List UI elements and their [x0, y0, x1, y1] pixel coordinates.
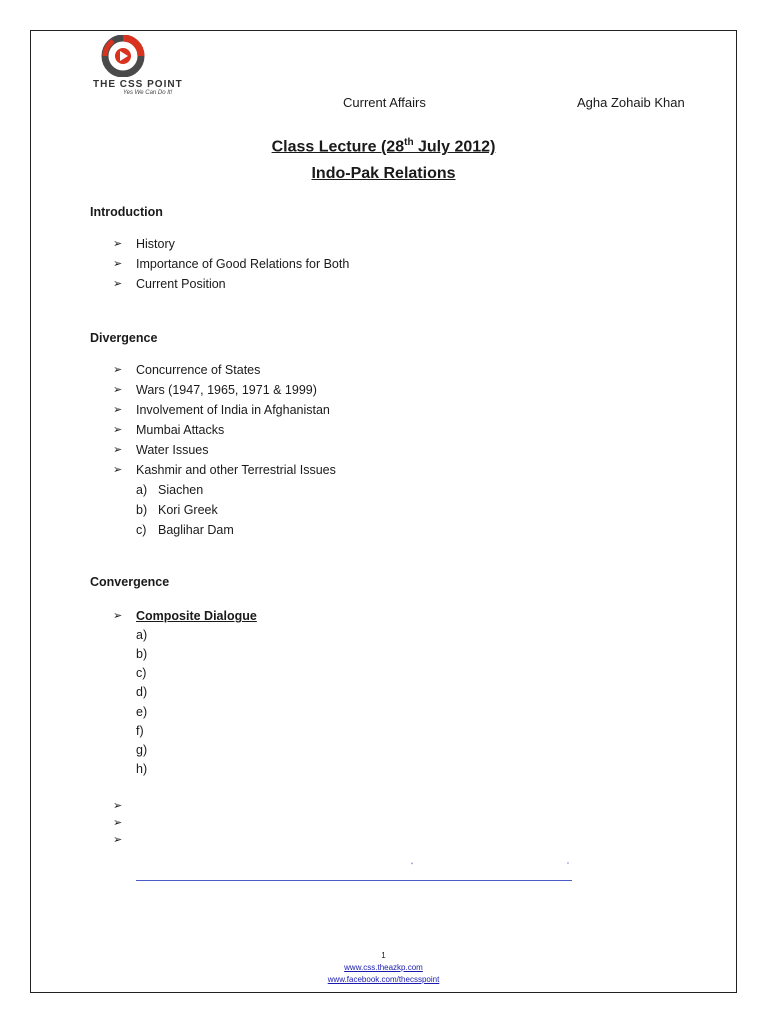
- sub-item-letter: d): [136, 685, 148, 699]
- logo-tagline: Yes We Can Do It!: [123, 90, 173, 96]
- list-item: Importance of Good Relations for Both: [136, 257, 350, 271]
- bullet-icon: ➢: [113, 258, 123, 270]
- footer-link-website[interactable]: www.css.theazkp.com: [344, 963, 423, 972]
- list-item: History: [136, 237, 175, 251]
- sub-item: Siachen: [158, 483, 204, 497]
- bullet-icon: ➢: [113, 384, 123, 396]
- page-subtitle: Indo-Pak Relations: [311, 165, 456, 182]
- list-item: Involvement of India in Afghanistan: [136, 403, 330, 417]
- document-page: [30, 30, 737, 993]
- logo-icon: [101, 35, 145, 77]
- quote-close: ”: [567, 863, 569, 869]
- bullet-icon: ➢: [113, 444, 123, 456]
- sub-item-letter: h): [136, 762, 148, 776]
- quote-open: “: [411, 863, 413, 869]
- list-item: Kashmir and other Terrestrial Issues: [136, 463, 336, 477]
- header-author: Agha Zohaib Khan: [577, 95, 685, 110]
- sub-item-letter: e): [136, 705, 148, 719]
- bullet-icon: ➢: [113, 834, 123, 846]
- list-item: Mumbai Attacks: [136, 423, 225, 437]
- list-item: Current Position: [136, 277, 226, 291]
- list-item: Water Issues: [136, 443, 209, 457]
- bullet-icon: ➢: [113, 278, 123, 290]
- bullet-icon: ➢: [113, 817, 123, 829]
- list-item-composite-dialogue: Composite Dialogue: [136, 609, 257, 623]
- logo-name: THE CSS POINT: [93, 79, 183, 90]
- sub-item-letter: b): [136, 647, 148, 661]
- bullet-icon: ➢: [113, 238, 123, 250]
- bullet-icon: ➢: [113, 364, 123, 376]
- bullet-icon: ➢: [113, 610, 123, 622]
- page-title: Class Lecture (28th July 2012): [271, 137, 496, 156]
- list-item: Concurrence of States: [136, 363, 261, 377]
- list-item: Wars (1947, 1965, 1971 & 1999): [136, 383, 317, 397]
- css-point-logo: [93, 35, 193, 97]
- bullet-icon: ➢: [113, 800, 123, 812]
- section-heading-divergence: Divergence: [90, 331, 158, 345]
- bullet-icon: ➢: [113, 464, 123, 476]
- sub-item-letter: c): [136, 523, 147, 537]
- sub-item-letter: g): [136, 743, 148, 757]
- header-subject: Current Affairs: [343, 95, 426, 110]
- sub-item-letter: a): [136, 628, 148, 642]
- sub-item-letter: b): [136, 503, 148, 517]
- hyperlink-underline[interactable]: [136, 880, 572, 881]
- bullet-icon: ➢: [113, 424, 123, 436]
- sub-item: Baglihar Dam: [158, 523, 234, 537]
- bullet-icon: ➢: [113, 404, 123, 416]
- section-heading-introduction: Introduction: [90, 205, 163, 219]
- sub-item-letter: a): [136, 483, 148, 497]
- sub-item-letter: c): [136, 666, 147, 680]
- footer-link-facebook[interactable]: www.facebook.com/thecsspoint: [327, 975, 440, 984]
- page-number: 1: [381, 951, 386, 960]
- section-heading-convergence: Convergence: [90, 575, 170, 589]
- sub-item-letter: f): [136, 724, 144, 738]
- sub-item: Kori Greek: [158, 503, 218, 517]
